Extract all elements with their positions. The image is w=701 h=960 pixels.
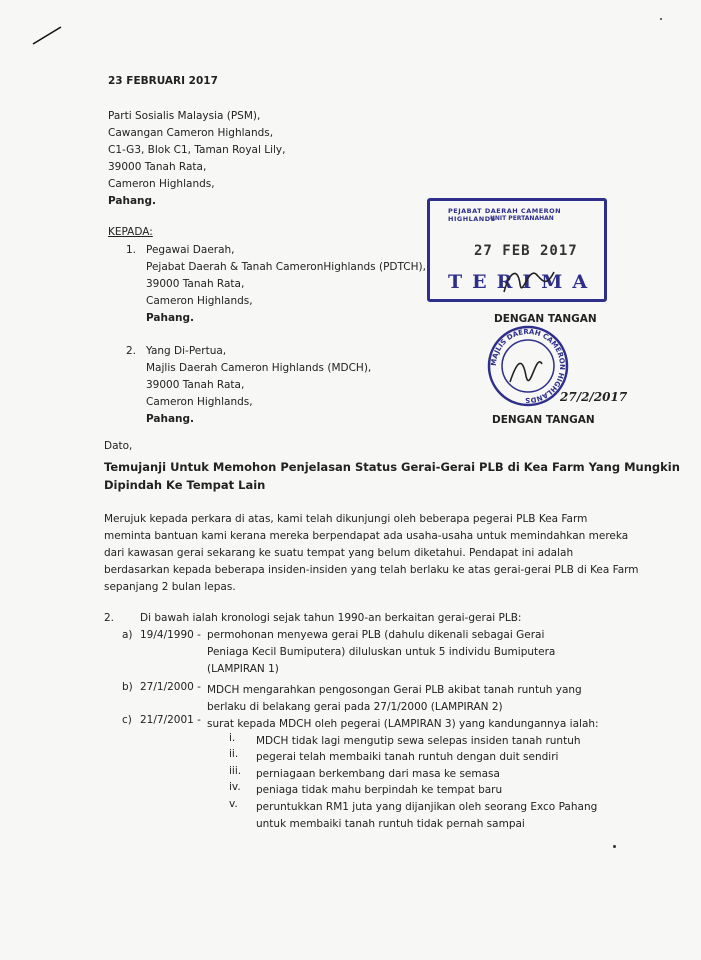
dengan-tangan-1: DENGAN TANGAN <box>494 313 597 325</box>
sender-state: Pahang. <box>108 195 157 207</box>
kepada-label: KEPADA: <box>108 226 153 238</box>
seal-text: MAJLIS DAERAH CAMERON HIGHLANDS <box>489 327 567 405</box>
subitem-line: peniaga tidak mahu berpindah ke tempat baru <box>256 784 503 796</box>
recipient-state: Pahang. <box>146 413 195 425</box>
sender-line: Parti Sosialis Malaysia (PSM), <box>108 110 261 122</box>
recipient-number: 1. <box>126 244 137 256</box>
council-seal-icon <box>486 324 570 408</box>
item-letter: b) <box>122 681 133 693</box>
recipient-line: Majlis Daerah Cameron Highlands (MDCH), <box>146 362 372 374</box>
subject-line: Dipindah Ke Tempat Lain <box>104 478 266 492</box>
recipient-line: Yang Di-Pertua, <box>146 345 227 357</box>
paragraph-line: dari kawasan gerai sekarang ke suatu tempat yang belum diketahui. Pendapat ini adalah <box>104 547 574 559</box>
subitem-line: MDCH tidak lagi mengutip sewa selepas insiden tanah runtuh <box>256 735 581 747</box>
stamp-header: PEJABAT DAERAH CAMERON HIGHLANDS <box>448 207 562 223</box>
item-date: 19/4/1990 - <box>140 629 201 641</box>
signature-date: 27/2/2017 <box>560 390 628 404</box>
recipient-state: Pahang. <box>146 312 195 324</box>
recipient-number: 2. <box>126 345 137 357</box>
letter-date: 23 FEBRUARI 2017 <box>108 75 218 87</box>
recipient-line: Pegawai Daerah, <box>146 244 235 256</box>
salutation: Dato, <box>104 440 133 452</box>
sender-line: C1-G3, Blok C1, Taman Royal Lily, <box>108 144 286 156</box>
subitem-line: perniagaan berkembang dari masa ke semasa <box>256 768 500 780</box>
subitem-number: iii. <box>229 765 242 777</box>
item-date: 21/7/2001 - <box>140 714 201 726</box>
dengan-tangan-2: DENGAN TANGAN <box>492 414 595 426</box>
recipient-line: Cameron Highlands, <box>146 295 253 307</box>
item-line: permohonan menyewa gerai PLB (dahulu dikenali sebagai Gerai <box>207 629 545 641</box>
recipient-line: 39000 Tanah Rata, <box>146 379 245 391</box>
subitem-number: iv. <box>229 781 241 793</box>
subitem-number: v. <box>229 798 238 810</box>
signature-scribble-icon <box>498 262 558 302</box>
item-line: berlaku di belakang gerai pada 27/1/2000 (LAMPIRAN 2) <box>207 701 503 713</box>
item-line: (LAMPIRAN 1) <box>207 663 279 675</box>
subitem-line: pegerai telah membaiki tanah runtuh dengan duit sendiri <box>256 751 559 763</box>
item-line: surat kepada MDCH oleh pegerai (LAMPIRAN 3) yang kandungannya ialah: <box>207 718 599 730</box>
subitem-number: ii. <box>229 748 239 760</box>
section-number: 2. <box>104 612 115 624</box>
ink-dot <box>660 18 662 20</box>
pen-mark-icon <box>30 24 64 46</box>
paragraph-line: sepanjang 2 bulan lepas. <box>104 581 236 593</box>
recipient-line: 39000 Tanah Rata, <box>146 278 245 290</box>
sender-line: 39000 Tanah Rata, <box>108 161 207 173</box>
section-intro: Di bawah ialah kronologi sejak tahun 1990-an berkaitan gerai-gerai PLB: <box>140 612 522 624</box>
item-letter: c) <box>122 714 132 726</box>
sender-line: Cameron Highlands, <box>108 178 215 190</box>
recipient-line: Cameron Highlands, <box>146 396 253 408</box>
paragraph-line: Merujuk kepada perkara di atas, kami telah dikunjungi oleh beberapa pegerai PLB Kea Farm <box>104 513 588 525</box>
stamp-subheader: UNIT PERTANAHAN <box>490 215 554 222</box>
stamp-terima: TERIMA <box>448 271 598 293</box>
ink-dot <box>613 845 616 848</box>
recipient-line: Pejabat Daerah & Tanah CameronHighlands (PDTCH), <box>146 261 426 273</box>
item-letter: a) <box>122 629 133 641</box>
item-line: MDCH mengarahkan pengosongan Gerai PLB akibat tanah runtuh yang <box>207 684 582 696</box>
stamp-date: 27 FEB 2017 <box>474 243 578 259</box>
paragraph-line: berdasarkan kepada beberapa insiden-insiden yang telah berlaku ke atas gerai-gerai PLB di Kea Farm <box>104 564 639 576</box>
paragraph-line: meminta bantuan kami kerana mereka berpendapat ada usaha-usaha untuk memindahkan mereka <box>104 530 629 542</box>
subitem-number: i. <box>229 732 236 744</box>
item-date: 27/1/2000 - <box>140 681 201 693</box>
item-line: Peniaga Kecil Bumiputera) diluluskan untuk 5 individu Bumiputera <box>207 646 556 658</box>
subitem-line: peruntukkan RM1 juta yang dijanjikan oleh seorang Exco Pahang <box>256 801 598 813</box>
subitem-line: untuk membaiki tanah runtuh tidak pernah sampai <box>256 818 525 830</box>
subject-line: Temujanji Untuk Memohon Penjelasan Status Gerai-Gerai PLB di Kea Farm Yang Mungkin <box>104 460 680 474</box>
sender-line: Cawangan Cameron Highlands, <box>108 127 274 139</box>
